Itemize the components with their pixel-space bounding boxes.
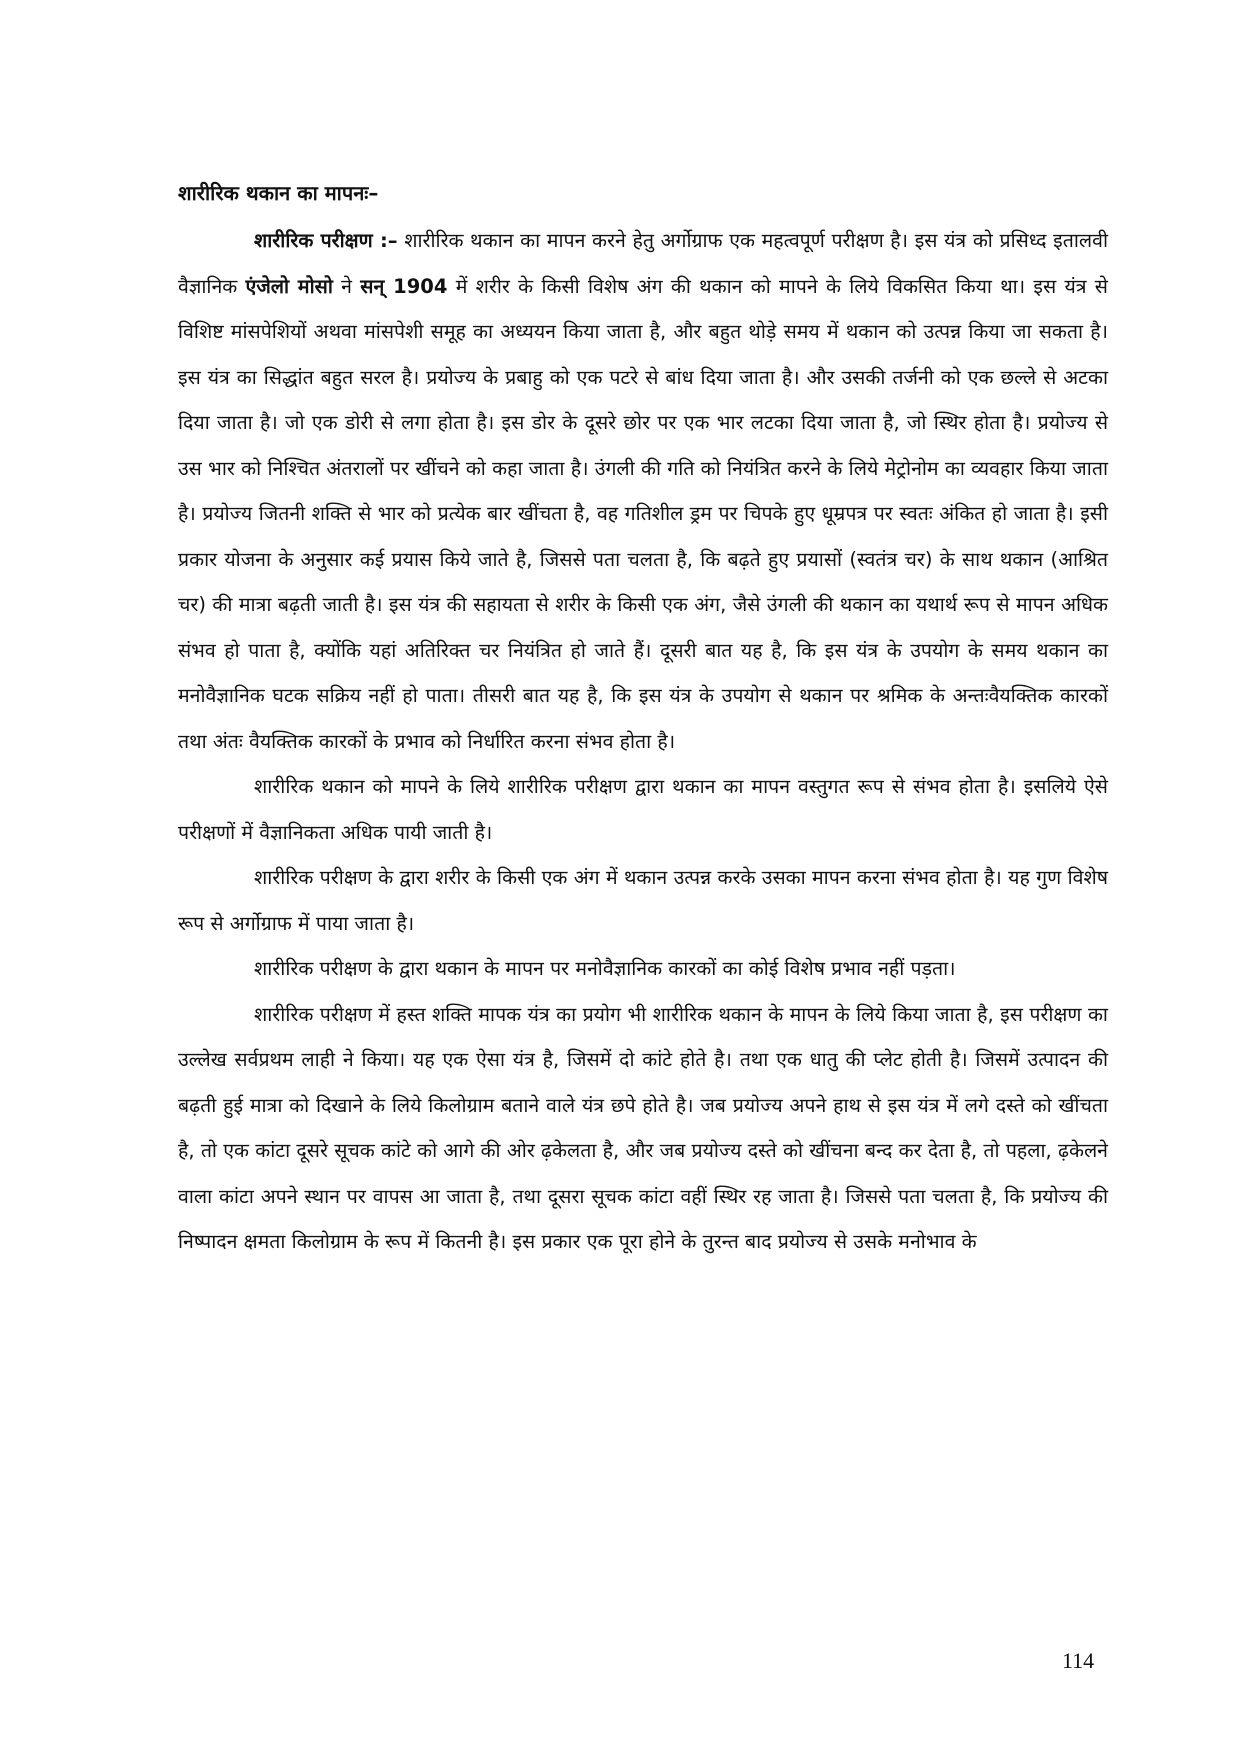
scientist-name: एंजेलो मोसो (245, 274, 333, 298)
paragraph-psychological-factors: शारीरिक परीक्षण के द्वारा थकान के मापन पर मनोवैज्ञानिक कारकों का कोई विशेष प्रभाव नहीं पड़ता। (254, 957, 956, 980)
paragraph-lead-term: शारीरिक परीक्षण :– (254, 229, 398, 252)
paragraph-objectivity: शारीरिक थकान को मापने के लिये शारीरिक परीक्षण द्वारा थकान का मापन वस्तुगत रूप से संभव होता है। इसलिये ऐसे परीक्षणों में वैज्ञानिकता अधिक पायी जाती है। (178, 775, 1108, 844)
paragraph-dynamometer: शारीरिक परीक्षण में हस्त शक्ति मापक यंत्र का प्रयोग भी शारीरिक थकान के मापन के लिये किया जाता है, इस परीक्षण का उल्लेख सर्वप्रथम लाही ने किया। यह एक ऐसा यंत्र है, जिसमें दो कांटे होते है। तथा एक धातु की प्लेट होती है। जिसमें उत्पादन की बढ़ती हुई मात्रा को दिखाने के लिये किलोग्राम बताने वाले यंत्र छपे होते है। जब प्रयोज्य अपने हाथ से इस यंत्र में लगे दस्ते को खींचता है, तो एक कांटा दूसरे सूचक कांटे को आगे की ओर ढ़केलता है, और जब प्रयोज्य दस्ते को खींचना बन्द कर देता है, तो पहला, ढ़केलने वाला कांटा अपने स्थान पर वापस आ जाता है, तथा दूसरा सूचक कांटा वहीं स्थिर रह जाता है। जिससे पता चलता है, कि प्रयोज्य की निष्पादन क्षमता किलोग्राम के रूप में कितनी है। इस प्रकार एक पूरा होने के तुरन्त बाद प्रयोज्य से उसके मनोभाव के (178, 1002, 1108, 1253)
paragraph-text: में शरीर के किसी विशेष अंग की थकान को मापने के लिये विकसित किया था। इस यंत्र से विशिष्ट मांसपेशियों अथवा मांसपेशी समूह का अध्ययन किया जाता है, और बहुत थोड़े समय में थकान को उत्पन्न किया जा सकता है। इस यंत्र का सिद्धांत बहुत सरल है। प्रयोज्य के प्रबाहु को एक पटरे से बांध दिया जाता है। और उसकी तर्जनी को एक छल्ले से अटका दिया जाता है। जो एक डोरी से लगा होता है। इस डोर के दूसरे छोर पर एक भार लटका दिया जाता है, जो स्थिर होता है। प्रयोज्य से उस भार को निश्चित अंतरालों पर खींचने को कहा जाता है। उंगली की गति को नियंत्रित करने के लिये मेट्रोनोम का व्यवहार किया जाता है। प्रयोज्य जितनी शक्ति से भार को प्रत्येक बार खींचता है, वह गतिशील ड्रम पर चिपके हुए धूम्रपत्र पर स्वतः अंकित हो जाता है। इसी प्रकार योजना के अनुसार कई प्रयास किये जाते है, जिससे पता चलता है, कि बढ़ते हुए प्रयासों (स्वतंत्र चर) के साथ थकान (आश्रित चर) की मात्रा बढ़ती जाती है। इस यंत्र की सहायता से शरीर के किसी एक अंग, जैसे उंगली की थकान का यथार्थ रूप से मापन अधिक संभव हो पाता है, क्योंकि यहां अतिरिक्त चर नियंत्रित हो जाते हैं। दूसरी बात यह है, कि इस यंत्र के उपयोग के समय थकान का मनोवैज्ञानिक घटक सक्रिय नहीं हो पाता। तीसरी बात यह है, कि इस यंत्र के उपयोग से थकान पर श्रमिक के अन्तःवैयक्तिक कारकों तथा अंतः वैयक्तिक कारकों के प्रभाव को निर्धारित करना संभव होता है। (178, 274, 1108, 753)
paragraph-ergograph (178, 218, 1108, 764)
page-number: 114 (1062, 1648, 1095, 1673)
paragraph-text: शारीरिक थकान का मापन करने हेतु अर्गोग्राफ एक महत्वपूर्ण परीक्षण है। इस यंत्र को प्रसिध्द इतालवी वैज्ञानिक (178, 229, 1108, 298)
document-page (178, 176, 1108, 1265)
year-text: सन् 1904 (360, 274, 448, 298)
paragraph-specific-organ: शारीरिक परीक्षण के द्वारा शरीर के किसी एक अंग में थकान उत्पन्न करके उसका मापन करना संभव होता है। यह गुण विशेष रूप से अर्गोग्राफ में पाया जाता है। (178, 866, 1108, 935)
section-heading: शारीरिक थकान का मापनः– (178, 181, 379, 205)
paragraph-text: ने (332, 274, 361, 298)
